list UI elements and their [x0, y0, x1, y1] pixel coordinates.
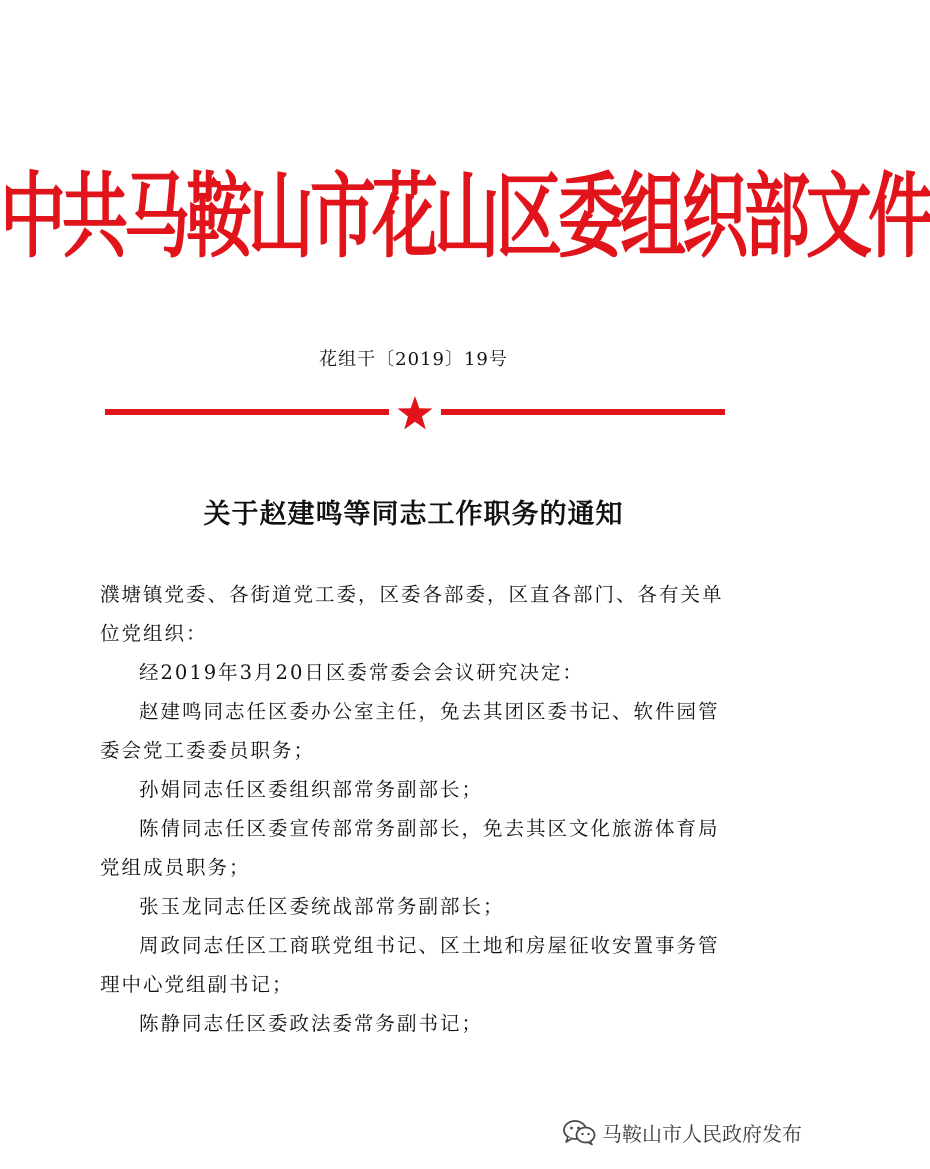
document-masthead: 中共马鞍山市花山区委组织部文件	[0, 161, 930, 271]
watermark-label: 马鞍山市人民政府发布	[602, 1121, 802, 1146]
star-icon	[397, 396, 433, 430]
body-paragraph: 陈倩同志任区委宣传部常务副部长，免去其区文化旅游体育局党组成员职务；	[100, 817, 720, 879]
notice-title: 关于赵建鸣等同志工作职务的通知	[203, 499, 624, 530]
body-paragraph: 陈静同志任区委政法委常务副书记；	[139, 1012, 484, 1035]
divider-bar-left	[105, 409, 389, 415]
document-number: 花组干〔2019〕19号	[319, 349, 508, 370]
body-paragraph: 周政同志任区工商联党组书记、区土地和房屋征收安置事务管理中心党组副书记；	[100, 934, 720, 996]
body-paragraph: 经2019年3月20日区委常委会会议研究决定：	[139, 661, 584, 684]
body-paragraph: 张玉龙同志任区委统战部常务副部长；	[139, 895, 505, 918]
body-paragraph: 赵建鸣同志任区委办公室主任，免去其团区委书记、软件园管委会党工委委员职务；	[100, 700, 720, 762]
red-divider	[105, 396, 725, 430]
wechat-watermark	[562, 1117, 802, 1147]
recipients-line: 濮塘镇党委、各街道党工委，区委各部委，区直各部门、各有关单位党组织：	[100, 583, 724, 645]
body-paragraph: 孙娟同志任区委组织部常务副部长；	[139, 778, 484, 801]
divider-bar-right	[441, 409, 725, 415]
notice-body	[100, 575, 730, 1043]
wechat-icon	[562, 1119, 596, 1145]
